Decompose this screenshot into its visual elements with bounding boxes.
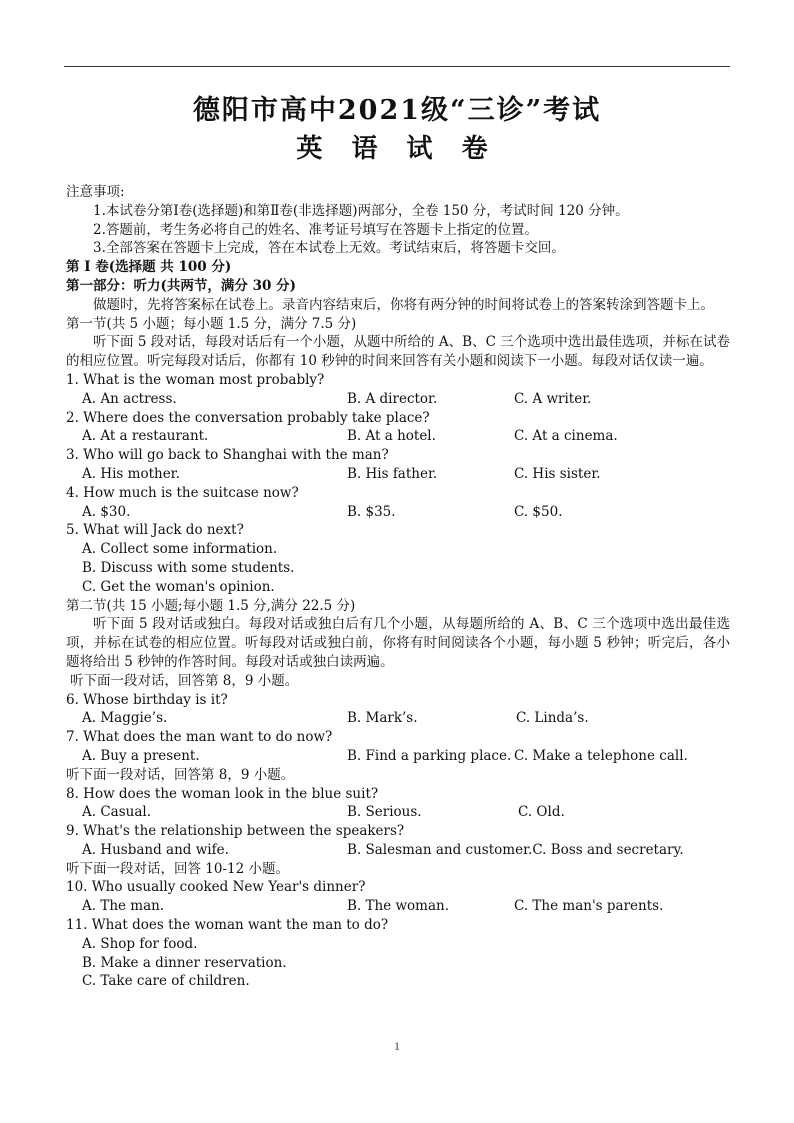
part-title: 第一部分：听力(共两节，满分 30 分)	[66, 277, 296, 294]
option-c: C. A writer.	[514, 390, 592, 407]
option-row	[66, 465, 730, 484]
option-b-c: B. Salesman and customer.C. Boss and secretary.	[347, 841, 684, 858]
option-c: C. Take care of children.	[82, 973, 250, 990]
option-b: B. At a hotel.	[347, 428, 436, 445]
dialogue-direction: 听下面一段对话，回答第 8，9 小题。	[66, 766, 295, 783]
question: 11. What does the woman want the man to do?	[66, 917, 389, 934]
option-c: C. At a cinema.	[514, 428, 618, 445]
option-a: A. Collect some information.	[82, 541, 278, 558]
option-b: B. Find a parking place.	[347, 747, 512, 764]
option-b: B. The woman.	[347, 898, 450, 915]
option-b: B. His father.	[347, 465, 438, 482]
notes-heading: 注意事项:	[66, 184, 125, 200]
option-c: C. The man's parents.	[514, 898, 664, 915]
question: 9. What's the relationship between the speakers?	[66, 823, 405, 840]
section-title: 第一节(共 5 小题；每小题 1.5 分，满分 7.5 分)	[66, 315, 357, 332]
option-b: B. Discuss with some students.	[82, 559, 295, 576]
question: 8. How does the woman look in the blue suit?	[66, 785, 379, 802]
question: 4. How much is the suitcase now?	[66, 484, 299, 501]
option-row	[66, 747, 730, 766]
part-instructions: 做题时，先将答案标在试卷上。录音内容结束后，你将有两分钟的时间将试卷上的答案转涂到答题卡上。	[93, 296, 714, 313]
option-a: A. His mother.	[82, 465, 180, 482]
option-a: A. Buy a present.	[82, 747, 200, 764]
option-a: A. Shop for food.	[82, 935, 198, 952]
option-c: C. Linda’s.	[516, 710, 589, 727]
question: 1. What is the woman most probably?	[66, 371, 325, 388]
exam-subtitle: 英 语 试 卷	[296, 134, 498, 164]
option-c: C. Make a telephone call.	[514, 747, 688, 764]
section-title: 第二节(共 15 小题;每小题 1.5 分,满分 22.5 分)	[66, 597, 356, 614]
volume-title: 第 Ⅰ 卷(选择题 共 100 分)	[66, 259, 232, 276]
question: 5. What will Jack do next?	[66, 522, 244, 539]
option-row	[66, 503, 730, 522]
option-row	[66, 841, 730, 860]
option-b: B. Mark’s.	[347, 710, 418, 727]
section-instructions: 听下面 5 段对话，每段对话后有一个小题，从题中所给的 A、B、C 三个选项中选出最佳选项，并标在试卷的相应位置。听完每段对话后，你都有 10 秒钟的时间来回答有关小题和阅读下一小题。每段对话仅读一遍。	[66, 334, 730, 370]
note-item: 1.本试卷分第Ⅰ卷(选择题)和第Ⅱ卷(非选择题)两部分，全卷 150 分，考试时间 120 分钟。	[93, 202, 629, 219]
option-a: A. Husband and wife.	[82, 841, 229, 858]
option-row	[66, 897, 730, 916]
option-a: A. The man.	[82, 898, 165, 915]
option-a: A. $30.	[82, 503, 131, 520]
option-a: A. An actress.	[82, 390, 177, 407]
question: 10. Who usually cooked New Year's dinner?	[66, 879, 366, 896]
option-c: C. Old.	[518, 804, 565, 821]
dialogue-direction: 听下面一段对话，回答 10-12 小题。	[66, 860, 290, 877]
option-row	[66, 709, 730, 728]
option-c: C. $50.	[514, 503, 563, 520]
question: 6. Whose birthday is it?	[66, 691, 228, 708]
question: 2. Where does the conversation probably take place?	[66, 409, 430, 426]
option-c: C. His sister.	[514, 465, 601, 482]
option-a: A. Casual.	[82, 804, 151, 821]
option-row	[66, 803, 730, 822]
dialogue-direction: 听下面一段对话，回答第 8，9 小题。	[70, 672, 299, 689]
option-row	[66, 427, 730, 446]
page-number: 1	[394, 1039, 400, 1053]
note-item: 2.答题前，考生务必将自己的姓名、准考证号填写在答题卡上指定的位置。	[93, 221, 538, 238]
option-a: A. Maggie’s.	[82, 710, 168, 727]
note-item: 3.全部答案在答题卡上完成，答在本试卷上无效。考试结束后，将答题卡交回。	[93, 240, 565, 257]
question: 3. Who will go back to Shanghai with the man?	[66, 447, 389, 464]
option-b: B. Serious.	[347, 804, 422, 821]
option-a: A. At a restaurant.	[82, 428, 209, 445]
exam-title: 德阳市高中2021级“三诊”考试	[192, 95, 602, 126]
header-rule	[64, 66, 730, 67]
option-b: B. $35.	[347, 503, 396, 520]
option-b: B. Make a dinner reservation.	[82, 954, 287, 971]
exam-body	[66, 183, 730, 991]
option-b: B. A director.	[347, 390, 438, 407]
question: 7. What does the man want to do now?	[66, 729, 333, 746]
option-c: C. Get the woman's opinion.	[82, 578, 275, 595]
section-instructions: 听下面 5 段对话或独白。每段对话或独白后有几个小题，从每题所给的 A、B、C 三个选项中选出最佳选项，并标在试卷的相应位置。听每段对话或独白前，你将有时间阅读各个小题，每小题 5 秒钟；听完后，各小题将给出 5 秒钟的作答时间。每段对话或独白读两遍。	[66, 616, 730, 670]
option-row	[66, 390, 730, 409]
